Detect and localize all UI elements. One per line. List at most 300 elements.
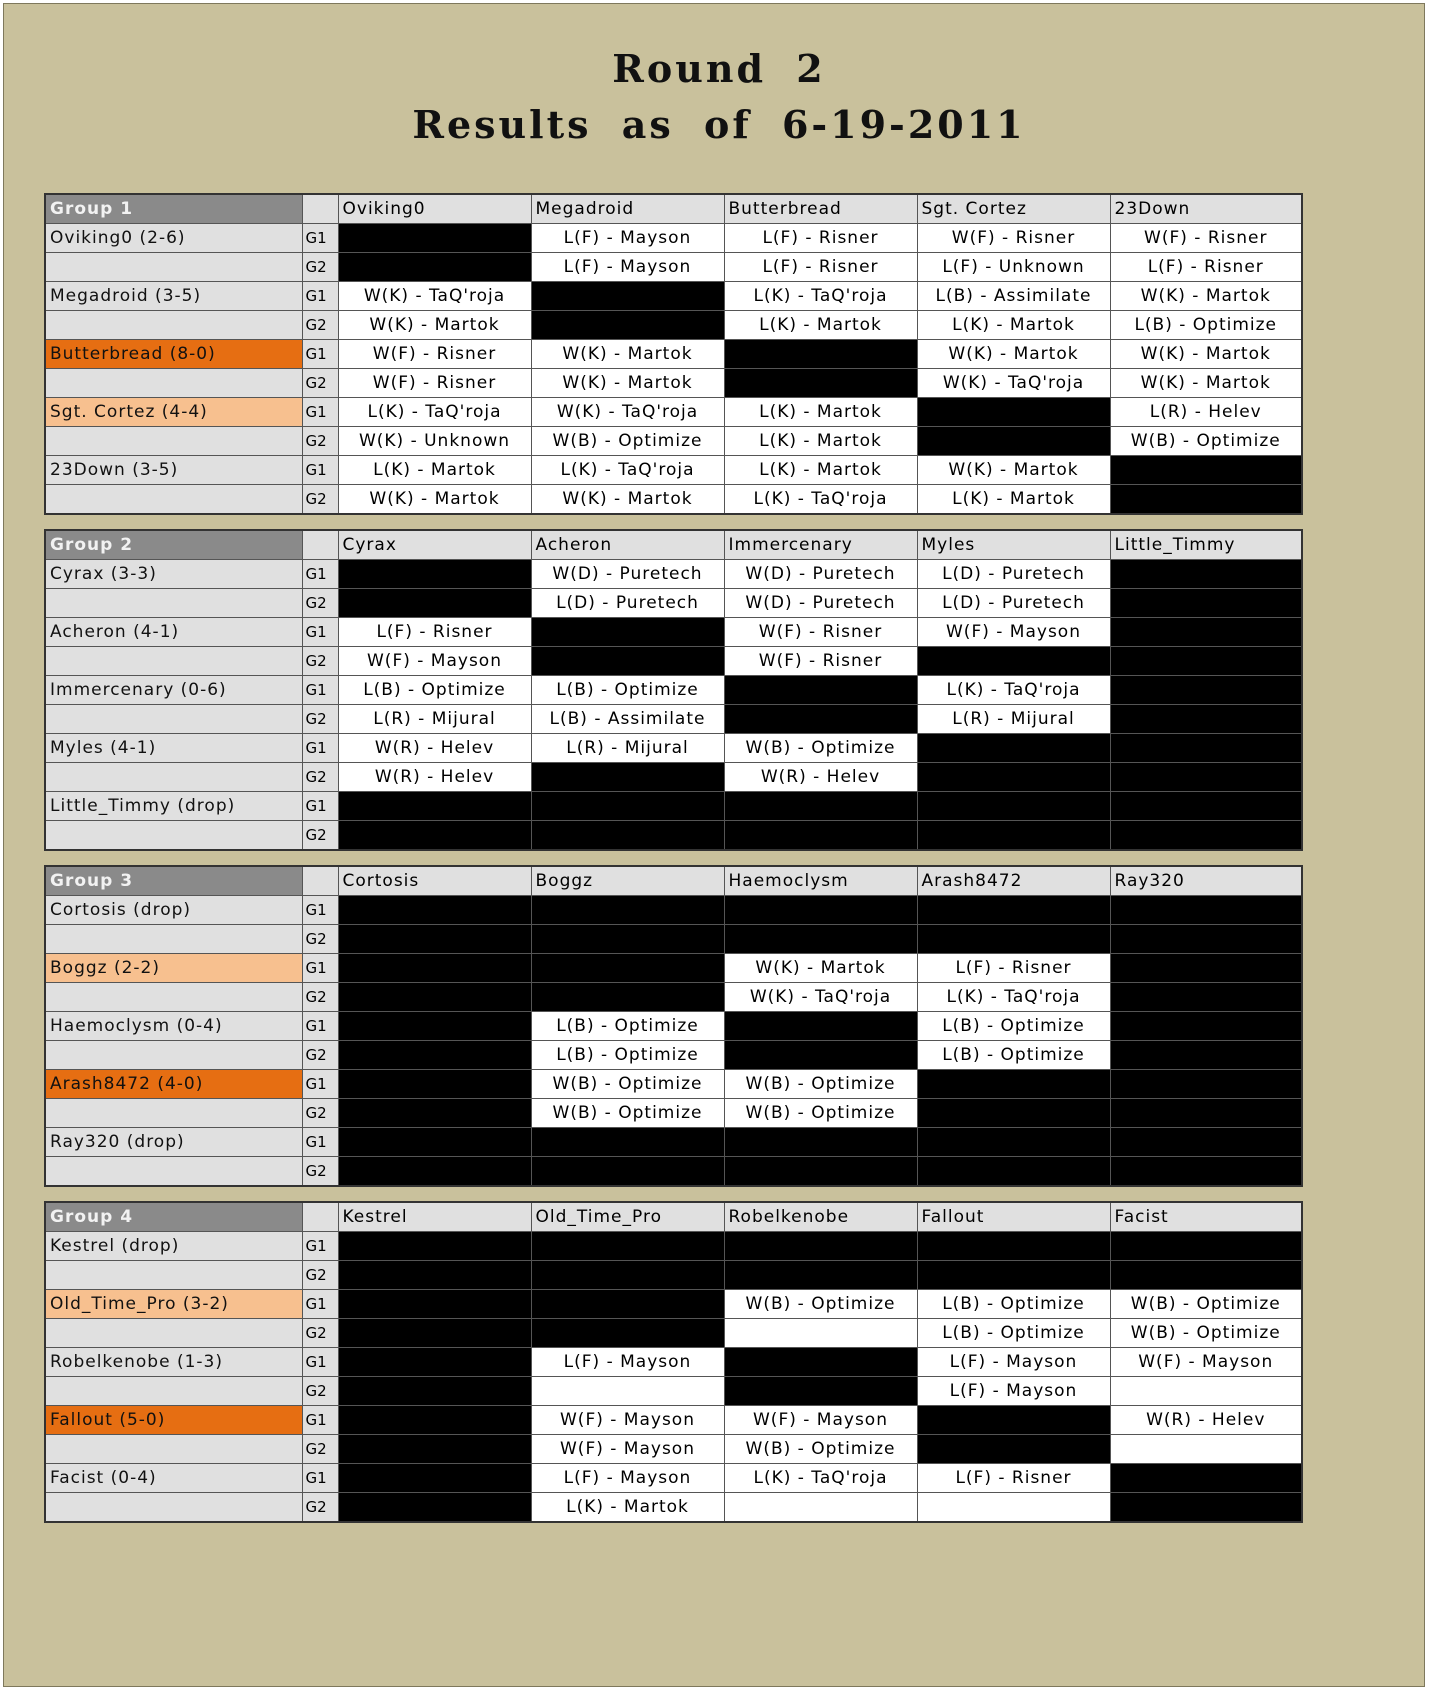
game-label: G1 <box>302 1070 338 1099</box>
result-cell: L(K) - Martok <box>338 456 531 485</box>
game-label: G2 <box>302 1099 338 1128</box>
result-cell: L(F) - Mayson <box>917 1348 1110 1377</box>
blocked-cell <box>1110 954 1302 983</box>
result-cell: W(B) - Optimize <box>724 1290 917 1319</box>
blocked-cell <box>1110 676 1302 705</box>
blocked-cell <box>724 896 917 925</box>
game-label: G2 <box>302 983 338 1012</box>
blocked-cell <box>338 1493 531 1523</box>
column-header: Sgt. Cortez <box>917 194 1110 224</box>
result-cell: W(K) - Martok <box>531 485 724 515</box>
blocked-cell <box>917 1070 1110 1099</box>
blocked-cell <box>338 224 531 253</box>
result-cell: W(B) - Optimize <box>724 1070 917 1099</box>
blocked-cell <box>338 560 531 589</box>
blocked-cell <box>724 925 917 954</box>
result-cell: W(K) - Martok <box>1110 340 1302 369</box>
blocked-cell <box>338 1041 531 1070</box>
table-row <box>45 1493 1302 1523</box>
player-label-blank <box>45 763 302 792</box>
blocked-cell <box>531 1157 724 1187</box>
blocked-cell <box>917 427 1110 456</box>
game-label: G1 <box>302 1406 338 1435</box>
game-label: G1 <box>302 1012 338 1041</box>
blocked-cell <box>917 1406 1110 1435</box>
blocked-cell <box>1110 705 1302 734</box>
result-cell: W(K) - Martok <box>338 311 531 340</box>
blocked-cell <box>338 1319 531 1348</box>
game-label: G1 <box>302 954 338 983</box>
player-label: Immercenary (0-6) <box>45 676 302 705</box>
blocked-cell <box>338 1435 531 1464</box>
player-label-blank <box>45 369 302 398</box>
table-row <box>45 896 1302 925</box>
blocked-cell <box>338 589 531 618</box>
result-cell: W(B) - Optimize <box>724 734 917 763</box>
blocked-cell <box>724 340 917 369</box>
blocked-cell <box>1110 618 1302 647</box>
group-table <box>44 1201 1303 1523</box>
player-label: Sgt. Cortez (4-4) <box>45 398 302 427</box>
blocked-cell <box>724 1261 917 1290</box>
result-cell: L(F) - Risner <box>724 253 917 282</box>
blocked-cell <box>917 792 1110 821</box>
blocked-cell <box>724 1012 917 1041</box>
table-row <box>45 1099 1302 1128</box>
player-label: 23Down (3-5) <box>45 456 302 485</box>
result-cell: W(F) - Mayson <box>724 1406 917 1435</box>
blocked-cell <box>724 792 917 821</box>
result-cell: L(K) - TaQ'roja <box>724 485 917 515</box>
table-row <box>45 398 1302 427</box>
blocked-cell <box>1110 1099 1302 1128</box>
game-label: G1 <box>302 1128 338 1157</box>
blocked-cell <box>338 1157 531 1187</box>
blocked-cell <box>724 676 917 705</box>
result-cell: L(B) - Optimize <box>917 1012 1110 1041</box>
column-header: Haemoclysm <box>724 866 917 896</box>
result-cell: W(B) - Optimize <box>531 1070 724 1099</box>
blocked-cell <box>917 647 1110 676</box>
blocked-cell <box>338 1464 531 1493</box>
group-label: Group 2 <box>45 530 302 560</box>
column-header: Little_Timmy <box>1110 530 1302 560</box>
blocked-cell <box>338 1070 531 1099</box>
blocked-cell <box>1110 821 1302 851</box>
game-label: G2 <box>302 821 338 851</box>
player-label-blank <box>45 1435 302 1464</box>
result-cell <box>1110 1435 1302 1464</box>
player-label-blank <box>45 983 302 1012</box>
blocked-cell <box>531 763 724 792</box>
blocked-cell <box>1110 1493 1302 1523</box>
result-cell: W(R) - Helev <box>338 763 531 792</box>
player-label: Old_Time_Pro (3-2) <box>45 1290 302 1319</box>
result-cell: W(K) - TaQ'roja <box>724 983 917 1012</box>
table-row <box>45 1464 1302 1493</box>
player-label: Haemoclysm (0-4) <box>45 1012 302 1041</box>
result-cell: L(B) - Optimize <box>917 1041 1110 1070</box>
column-header: Oviking0 <box>338 194 531 224</box>
result-cell: L(K) - TaQ'roja <box>917 983 1110 1012</box>
player-label-blank <box>45 1261 302 1290</box>
blocked-cell <box>1110 1128 1302 1157</box>
game-label: G2 <box>302 1319 338 1348</box>
game-label: G2 <box>302 311 338 340</box>
result-cell <box>724 1319 917 1348</box>
result-cell: W(F) - Mayson <box>338 647 531 676</box>
player-label-blank <box>45 1041 302 1070</box>
game-label: G2 <box>302 1435 338 1464</box>
result-cell: W(F) - Mayson <box>1110 1348 1302 1377</box>
blocked-cell <box>531 821 724 851</box>
page-subtitle: Results as of 6-19-2011 <box>412 102 1026 147</box>
result-cell: L(K) - TaQ'roja <box>917 676 1110 705</box>
blocked-cell <box>724 1348 917 1377</box>
result-cell: L(B) - Optimize <box>917 1319 1110 1348</box>
blocked-cell <box>1110 647 1302 676</box>
game-label: G1 <box>302 224 338 253</box>
table-row <box>45 705 1302 734</box>
blocked-cell <box>531 311 724 340</box>
blocked-cell <box>1110 1261 1302 1290</box>
table-row <box>45 560 1302 589</box>
blocked-cell <box>917 925 1110 954</box>
game-label: G1 <box>302 896 338 925</box>
game-label: G1 <box>302 1464 338 1493</box>
table-row <box>45 485 1302 515</box>
blocked-cell <box>724 1232 917 1261</box>
table-row <box>45 1406 1302 1435</box>
column-header: Boggz <box>531 866 724 896</box>
header-blank <box>302 194 338 224</box>
result-cell: L(B) - Optimize <box>917 1290 1110 1319</box>
blocked-cell <box>1110 983 1302 1012</box>
blocked-cell <box>917 398 1110 427</box>
result-cell: W(B) - Optimize <box>1110 1290 1302 1319</box>
result-cell: W(K) - Martok <box>1110 282 1302 311</box>
blocked-cell <box>531 983 724 1012</box>
game-label: G2 <box>302 1041 338 1070</box>
result-cell: L(K) - Martok <box>724 456 917 485</box>
blocked-cell <box>531 896 724 925</box>
blocked-cell <box>338 1406 531 1435</box>
table-row <box>45 734 1302 763</box>
blocked-cell <box>917 821 1110 851</box>
column-header: Acheron <box>531 530 724 560</box>
blocked-cell <box>531 792 724 821</box>
result-cell: W(F) - Mayson <box>917 618 1110 647</box>
column-header: 23Down <box>1110 194 1302 224</box>
blocked-cell <box>1110 1012 1302 1041</box>
results-sheet <box>3 3 1425 1687</box>
result-cell: W(D) - Puretech <box>531 560 724 589</box>
column-header: Ray320 <box>1110 866 1302 896</box>
header-blank <box>302 530 338 560</box>
game-label: G1 <box>302 792 338 821</box>
table-row <box>45 1070 1302 1099</box>
blocked-cell <box>531 1319 724 1348</box>
game-label: G1 <box>302 734 338 763</box>
table-row <box>45 369 1302 398</box>
table-row <box>45 224 1302 253</box>
blocked-cell <box>1110 1070 1302 1099</box>
game-label: G2 <box>302 647 338 676</box>
player-label-blank <box>45 1099 302 1128</box>
result-cell: W(D) - Puretech <box>724 589 917 618</box>
result-cell: W(F) - Risner <box>338 340 531 369</box>
result-cell: W(B) - Optimize <box>724 1435 917 1464</box>
result-cell: L(B) - Assimilate <box>917 282 1110 311</box>
group-label: Group 4 <box>45 1202 302 1232</box>
blocked-cell <box>917 1435 1110 1464</box>
blocked-cell <box>338 1232 531 1261</box>
result-cell: W(B) - Optimize <box>1110 427 1302 456</box>
game-label: G1 <box>302 282 338 311</box>
group-label: Group 3 <box>45 866 302 896</box>
table-row <box>45 676 1302 705</box>
table-row <box>45 792 1302 821</box>
column-header: Kestrel <box>338 1202 531 1232</box>
column-header: Arash8472 <box>917 866 1110 896</box>
table-row <box>45 1435 1302 1464</box>
result-cell: W(F) - Mayson <box>531 1406 724 1435</box>
blocked-cell <box>338 1099 531 1128</box>
player-label-blank <box>45 427 302 456</box>
player-label-blank <box>45 1157 302 1187</box>
group-table <box>44 865 1303 1187</box>
game-label: G2 <box>302 1377 338 1406</box>
result-cell: L(B) - Optimize <box>1110 311 1302 340</box>
player-label-blank <box>45 253 302 282</box>
player-label: Acheron (4-1) <box>45 618 302 647</box>
result-cell: W(B) - Optimize <box>724 1099 917 1128</box>
blocked-cell <box>917 763 1110 792</box>
game-label: G1 <box>302 560 338 589</box>
blocked-cell <box>338 1348 531 1377</box>
table-row <box>45 647 1302 676</box>
blocked-cell <box>1110 792 1302 821</box>
page-title: Round 2 <box>612 46 826 91</box>
table-row <box>45 925 1302 954</box>
result-cell: L(F) - Mayson <box>531 1464 724 1493</box>
blocked-cell <box>1110 1232 1302 1261</box>
game-label: G2 <box>302 1261 338 1290</box>
blocked-cell <box>724 1157 917 1187</box>
result-cell: L(R) - Mijural <box>338 705 531 734</box>
result-cell: W(F) - Risner <box>724 618 917 647</box>
result-cell: L(F) - Risner <box>1110 253 1302 282</box>
table-row <box>45 763 1302 792</box>
result-cell: W(K) - TaQ'roja <box>531 398 724 427</box>
blocked-cell <box>1110 925 1302 954</box>
blocked-cell <box>338 1261 531 1290</box>
result-cell: W(F) - Risner <box>338 369 531 398</box>
result-cell: L(B) - Optimize <box>531 676 724 705</box>
result-cell: W(K) - Martok <box>917 456 1110 485</box>
result-cell: L(K) - Martok <box>724 398 917 427</box>
blocked-cell <box>917 1232 1110 1261</box>
blocked-cell <box>531 1261 724 1290</box>
result-cell: W(D) - Puretech <box>724 560 917 589</box>
result-cell: L(K) - TaQ'roja <box>531 456 724 485</box>
result-cell: L(R) - Helev <box>1110 398 1302 427</box>
result-cell: L(F) - Mayson <box>531 253 724 282</box>
blocked-cell <box>1110 1157 1302 1187</box>
blocked-cell <box>338 1290 531 1319</box>
blocked-cell <box>338 792 531 821</box>
column-header: Butterbread <box>724 194 917 224</box>
table-row <box>45 618 1302 647</box>
player-label-blank <box>45 311 302 340</box>
player-label: Boggz (2-2) <box>45 954 302 983</box>
blocked-cell <box>1110 734 1302 763</box>
blocked-cell <box>1110 560 1302 589</box>
player-label: Butterbread (8-0) <box>45 340 302 369</box>
table-row <box>45 589 1302 618</box>
player-label-blank <box>45 705 302 734</box>
result-cell: L(K) - Martok <box>724 311 917 340</box>
game-label: G1 <box>302 618 338 647</box>
blocked-cell <box>531 1290 724 1319</box>
game-label: G2 <box>302 1493 338 1523</box>
column-header: Immercenary <box>724 530 917 560</box>
game-label: G1 <box>302 1290 338 1319</box>
column-header: Myles <box>917 530 1110 560</box>
result-cell: L(F) - Mayson <box>531 224 724 253</box>
player-label-blank <box>45 485 302 515</box>
player-label-blank <box>45 1493 302 1523</box>
blocked-cell <box>917 896 1110 925</box>
blocked-cell <box>531 1232 724 1261</box>
game-label: G2 <box>302 1157 338 1187</box>
player-label: Arash8472 (4-0) <box>45 1070 302 1099</box>
table-row <box>45 821 1302 851</box>
blocked-cell <box>338 896 531 925</box>
blocked-cell <box>338 925 531 954</box>
table-row <box>45 1157 1302 1187</box>
blocked-cell <box>1110 1464 1302 1493</box>
column-header: Cyrax <box>338 530 531 560</box>
table-row <box>45 983 1302 1012</box>
game-label: G2 <box>302 763 338 792</box>
result-cell: W(K) - TaQ'roja <box>917 369 1110 398</box>
player-label-blank <box>45 1377 302 1406</box>
blocked-cell <box>917 734 1110 763</box>
result-cell: L(F) - Mayson <box>531 1348 724 1377</box>
column-header: Fallout <box>917 1202 1110 1232</box>
group-label: Group 1 <box>45 194 302 224</box>
table-row <box>45 1012 1302 1041</box>
result-cell: L(D) - Puretech <box>917 589 1110 618</box>
table-row <box>45 1041 1302 1070</box>
result-cell: L(F) - Risner <box>724 224 917 253</box>
result-cell <box>531 1377 724 1406</box>
result-cell: W(K) - Martok <box>531 369 724 398</box>
blocked-cell <box>1110 456 1302 485</box>
blocked-cell <box>338 983 531 1012</box>
result-cell: W(R) - Helev <box>1110 1406 1302 1435</box>
game-label: G1 <box>302 340 338 369</box>
result-cell: W(B) - Optimize <box>531 427 724 456</box>
table-row <box>45 340 1302 369</box>
blocked-cell <box>1110 896 1302 925</box>
result-cell: W(F) - Mayson <box>531 1435 724 1464</box>
table-row <box>45 1290 1302 1319</box>
result-cell: L(K) - TaQ'roja <box>724 1464 917 1493</box>
player-label-blank <box>45 1319 302 1348</box>
game-label: G1 <box>302 456 338 485</box>
player-label-blank <box>45 925 302 954</box>
result-cell: W(B) - Optimize <box>1110 1319 1302 1348</box>
blocked-cell <box>724 369 917 398</box>
group-table <box>44 193 1303 515</box>
player-label-blank <box>45 821 302 851</box>
column-header: Old_Time_Pro <box>531 1202 724 1232</box>
blocked-cell <box>338 821 531 851</box>
result-cell: W(F) - Risner <box>1110 224 1302 253</box>
game-label: G2 <box>302 253 338 282</box>
game-label: G1 <box>302 1232 338 1261</box>
result-cell: W(K) - Martok <box>917 340 1110 369</box>
result-cell: W(K) - TaQ'roja <box>338 282 531 311</box>
result-cell: W(B) - Optimize <box>531 1099 724 1128</box>
player-label: Megadroid (3-5) <box>45 282 302 311</box>
player-label-blank <box>45 647 302 676</box>
result-cell: W(R) - Helev <box>338 734 531 763</box>
player-label: Ray320 (drop) <box>45 1128 302 1157</box>
result-cell: L(K) - Martok <box>531 1493 724 1523</box>
blocked-cell <box>531 1128 724 1157</box>
blocked-cell <box>1110 485 1302 515</box>
blocked-cell <box>724 1128 917 1157</box>
blocked-cell <box>338 1128 531 1157</box>
result-cell <box>1110 1377 1302 1406</box>
table-row <box>45 1261 1302 1290</box>
table-row <box>45 253 1302 282</box>
result-cell: L(K) - Martok <box>724 427 917 456</box>
group-table <box>44 529 1303 851</box>
result-cell: L(F) - Unknown <box>917 253 1110 282</box>
player-label: Cortosis (drop) <box>45 896 302 925</box>
game-label: G2 <box>302 427 338 456</box>
result-cell: W(K) - Martok <box>1110 369 1302 398</box>
result-cell: L(B) - Assimilate <box>531 705 724 734</box>
blocked-cell <box>1110 1041 1302 1070</box>
column-header: Robelkenobe <box>724 1202 917 1232</box>
table-row <box>45 1377 1302 1406</box>
result-cell: L(F) - Risner <box>917 1464 1110 1493</box>
result-cell: L(F) - Risner <box>917 954 1110 983</box>
result-cell: L(K) - TaQ'roja <box>338 398 531 427</box>
blocked-cell <box>917 1128 1110 1157</box>
column-header: Facist <box>1110 1202 1302 1232</box>
result-cell: W(F) - Risner <box>917 224 1110 253</box>
result-cell: L(R) - Mijural <box>531 734 724 763</box>
table-row <box>45 1232 1302 1261</box>
result-cell <box>917 1493 1110 1523</box>
table-row <box>45 456 1302 485</box>
blocked-cell <box>724 1377 917 1406</box>
game-label: G2 <box>302 705 338 734</box>
game-label: G2 <box>302 589 338 618</box>
game-label: G2 <box>302 925 338 954</box>
blocked-cell <box>531 618 724 647</box>
column-header: Megadroid <box>531 194 724 224</box>
player-label: Kestrel (drop) <box>45 1232 302 1261</box>
game-label: G2 <box>302 485 338 515</box>
blocked-cell <box>338 1012 531 1041</box>
